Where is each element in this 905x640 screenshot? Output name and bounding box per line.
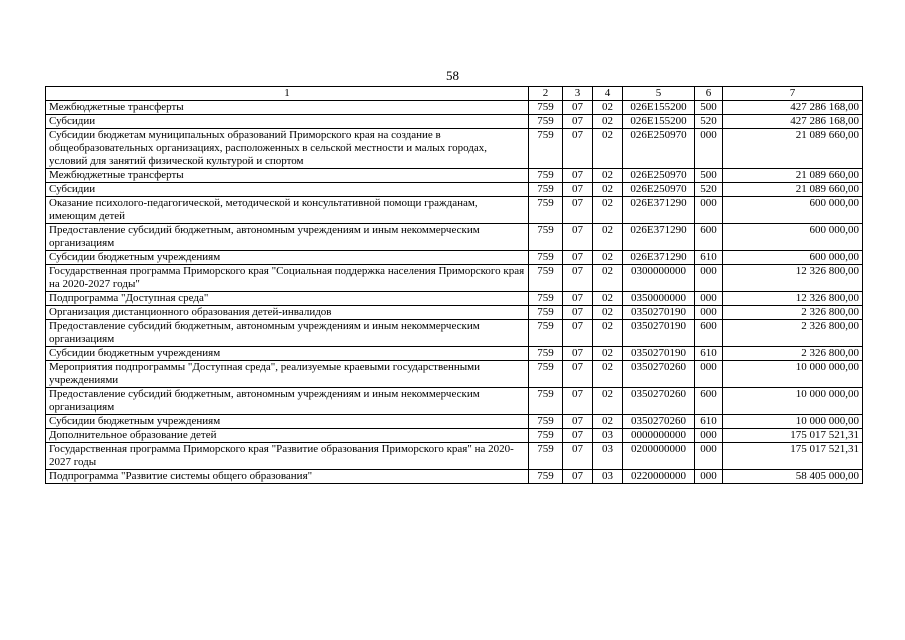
row-amount-cell: 175 017 521,31	[723, 429, 863, 443]
column-header: 4	[593, 87, 623, 101]
row-csr-cell: 0300000000	[623, 265, 695, 292]
column-header: 5	[623, 87, 695, 101]
row-pr-cell: 03	[593, 470, 623, 484]
table-row	[46, 347, 863, 361]
row-csr-cell: 026E250970	[623, 129, 695, 169]
row-csr-cell: 026E155200	[623, 115, 695, 129]
row-vr-cell: 000	[695, 443, 723, 470]
row-vr-cell: 520	[695, 183, 723, 197]
row-pr-cell: 02	[593, 415, 623, 429]
row-rz-cell: 07	[563, 320, 593, 347]
row-rz-cell: 07	[563, 292, 593, 306]
row-gr-cell: 759	[529, 224, 563, 251]
row-gr-cell: 759	[529, 115, 563, 129]
row-name-cell: Субсидии	[46, 183, 529, 197]
row-gr-cell: 759	[529, 470, 563, 484]
row-csr-cell: 0350270190	[623, 320, 695, 347]
row-amount-cell: 21 089 660,00	[723, 129, 863, 169]
row-vr-cell: 600	[695, 224, 723, 251]
row-rz-cell: 07	[563, 251, 593, 265]
table-row	[46, 183, 863, 197]
table-row	[46, 197, 863, 224]
row-name-cell: Мероприятия подпрограммы "Доступная среда", реализуемые краевыми государственными учреждениями	[46, 361, 529, 388]
row-amount-cell: 2 326 800,00	[723, 320, 863, 347]
row-csr-cell: 0220000000	[623, 470, 695, 484]
table-row	[46, 361, 863, 388]
budget-table	[45, 86, 863, 484]
row-rz-cell: 07	[563, 115, 593, 129]
row-rz-cell: 07	[563, 197, 593, 224]
row-pr-cell: 02	[593, 292, 623, 306]
row-pr-cell: 02	[593, 320, 623, 347]
row-amount-cell: 600 000,00	[723, 197, 863, 224]
row-pr-cell: 03	[593, 443, 623, 470]
row-rz-cell: 07	[563, 388, 593, 415]
row-amount-cell: 10 000 000,00	[723, 361, 863, 388]
row-gr-cell: 759	[529, 429, 563, 443]
row-vr-cell: 000	[695, 306, 723, 320]
row-gr-cell: 759	[529, 306, 563, 320]
row-rz-cell: 07	[563, 265, 593, 292]
row-pr-cell: 02	[593, 265, 623, 292]
table-row	[46, 129, 863, 169]
column-header: 6	[695, 87, 723, 101]
row-gr-cell: 759	[529, 197, 563, 224]
row-rz-cell: 07	[563, 306, 593, 320]
table-row	[46, 470, 863, 484]
row-pr-cell: 02	[593, 183, 623, 197]
page-number: 58	[446, 68, 459, 83]
row-vr-cell: 500	[695, 169, 723, 183]
row-csr-cell: 0350000000	[623, 292, 695, 306]
row-name-cell: Государственная программа Приморского края "Развитие образования Приморского края" на 2020-2027 годы	[46, 443, 529, 470]
table-row	[46, 429, 863, 443]
row-gr-cell: 759	[529, 388, 563, 415]
row-rz-cell: 07	[563, 415, 593, 429]
row-amount-cell: 427 286 168,00	[723, 115, 863, 129]
row-gr-cell: 759	[529, 443, 563, 470]
row-name-cell: Дополнительное образование детей	[46, 429, 529, 443]
row-rz-cell: 07	[563, 101, 593, 115]
row-amount-cell: 2 326 800,00	[723, 306, 863, 320]
row-csr-cell: 0350270190	[623, 306, 695, 320]
row-rz-cell: 07	[563, 361, 593, 388]
table-row	[46, 415, 863, 429]
row-amount-cell: 12 326 800,00	[723, 292, 863, 306]
row-vr-cell: 000	[695, 265, 723, 292]
row-vr-cell: 610	[695, 415, 723, 429]
row-name-cell: Предоставление субсидий бюджетным, автономным учреждениям и иным некоммерческим организациям	[46, 320, 529, 347]
row-amount-cell: 58 405 000,00	[723, 470, 863, 484]
column-header: 3	[563, 87, 593, 101]
column-header: 1	[46, 87, 529, 101]
row-csr-cell: 026E155200	[623, 101, 695, 115]
row-gr-cell: 759	[529, 320, 563, 347]
row-vr-cell: 000	[695, 361, 723, 388]
row-pr-cell: 02	[593, 101, 623, 115]
row-gr-cell: 759	[529, 169, 563, 183]
row-csr-cell: 026E250970	[623, 169, 695, 183]
row-name-cell: Подпрограмма "Развитие системы общего образования"	[46, 470, 529, 484]
row-amount-cell: 427 286 168,00	[723, 101, 863, 115]
row-name-cell: Подпрограмма "Доступная среда"	[46, 292, 529, 306]
row-gr-cell: 759	[529, 292, 563, 306]
row-csr-cell: 0350270260	[623, 415, 695, 429]
row-amount-cell: 600 000,00	[723, 251, 863, 265]
table-row	[46, 306, 863, 320]
table-row	[46, 101, 863, 115]
row-csr-cell: 026E250970	[623, 183, 695, 197]
row-csr-cell: 026E371290	[623, 224, 695, 251]
row-rz-cell: 07	[563, 470, 593, 484]
row-csr-cell: 026E371290	[623, 251, 695, 265]
row-rz-cell: 07	[563, 443, 593, 470]
row-amount-cell: 10 000 000,00	[723, 388, 863, 415]
row-rz-cell: 07	[563, 183, 593, 197]
row-name-cell: Субсидии	[46, 115, 529, 129]
row-amount-cell: 21 089 660,00	[723, 169, 863, 183]
row-name-cell: Субсидии бюджетным учреждениям	[46, 251, 529, 265]
row-pr-cell: 02	[593, 251, 623, 265]
column-header: 7	[723, 87, 863, 101]
table-row	[46, 169, 863, 183]
row-name-cell: Субсидии бюджетам муниципальных образований Приморского края на создание в общеобразовательных организациях, расположенных в сельской местности и малых городах, условий для занятий физической культурой и спортом	[46, 129, 529, 169]
row-gr-cell: 759	[529, 347, 563, 361]
row-vr-cell: 600	[695, 388, 723, 415]
column-header: 2	[529, 87, 563, 101]
row-pr-cell: 03	[593, 429, 623, 443]
row-name-cell: Субсидии бюджетным учреждениям	[46, 347, 529, 361]
table-row	[46, 115, 863, 129]
row-amount-cell: 175 017 521,31	[723, 443, 863, 470]
row-gr-cell: 759	[529, 183, 563, 197]
row-pr-cell: 02	[593, 388, 623, 415]
row-amount-cell: 2 326 800,00	[723, 347, 863, 361]
table-row	[46, 388, 863, 415]
row-csr-cell: 026E371290	[623, 197, 695, 224]
row-pr-cell: 02	[593, 224, 623, 251]
table-row	[46, 265, 863, 292]
row-rz-cell: 07	[563, 129, 593, 169]
row-csr-cell: 0000000000	[623, 429, 695, 443]
row-csr-cell: 0350270190	[623, 347, 695, 361]
row-vr-cell: 500	[695, 101, 723, 115]
row-gr-cell: 759	[529, 101, 563, 115]
row-csr-cell: 0350270260	[623, 388, 695, 415]
row-pr-cell: 02	[593, 361, 623, 388]
row-pr-cell: 02	[593, 197, 623, 224]
row-vr-cell: 610	[695, 251, 723, 265]
row-vr-cell: 520	[695, 115, 723, 129]
row-name-cell: Государственная программа Приморского края "Социальная поддержка населения Приморского края на 2020-2027 годы"	[46, 265, 529, 292]
header-row	[46, 87, 863, 101]
row-vr-cell: 600	[695, 320, 723, 347]
row-name-cell: Организация дистанционного образования детей-инвалидов	[46, 306, 529, 320]
row-csr-cell: 0350270260	[623, 361, 695, 388]
row-amount-cell: 12 326 800,00	[723, 265, 863, 292]
row-vr-cell: 000	[695, 197, 723, 224]
row-vr-cell: 000	[695, 429, 723, 443]
row-name-cell: Межбюджетные трансферты	[46, 101, 529, 115]
row-gr-cell: 759	[529, 361, 563, 388]
row-name-cell: Предоставление субсидий бюджетным, автономным учреждениям и иным некоммерческим организациям	[46, 388, 529, 415]
row-name-cell: Субсидии бюджетным учреждениям	[46, 415, 529, 429]
row-pr-cell: 02	[593, 306, 623, 320]
row-rz-cell: 07	[563, 429, 593, 443]
row-pr-cell: 02	[593, 115, 623, 129]
table-row	[46, 251, 863, 265]
table-row	[46, 443, 863, 470]
row-amount-cell: 600 000,00	[723, 224, 863, 251]
table-row	[46, 224, 863, 251]
table-row	[46, 320, 863, 347]
row-csr-cell: 0200000000	[623, 443, 695, 470]
row-pr-cell: 02	[593, 129, 623, 169]
row-vr-cell: 000	[695, 129, 723, 169]
row-amount-cell: 10 000 000,00	[723, 415, 863, 429]
row-rz-cell: 07	[563, 347, 593, 361]
row-name-cell: Предоставление субсидий бюджетным, автономным учреждениям и иным некоммерческим организациям	[46, 224, 529, 251]
row-pr-cell: 02	[593, 347, 623, 361]
row-name-cell: Межбюджетные трансферты	[46, 169, 529, 183]
row-rz-cell: 07	[563, 224, 593, 251]
row-pr-cell: 02	[593, 169, 623, 183]
row-gr-cell: 759	[529, 251, 563, 265]
table-body	[46, 101, 863, 484]
row-gr-cell: 759	[529, 415, 563, 429]
row-gr-cell: 759	[529, 129, 563, 169]
row-vr-cell: 610	[695, 347, 723, 361]
row-gr-cell: 759	[529, 265, 563, 292]
row-rz-cell: 07	[563, 169, 593, 183]
row-vr-cell: 000	[695, 470, 723, 484]
table-row	[46, 292, 863, 306]
row-vr-cell: 000	[695, 292, 723, 306]
row-name-cell: Оказание психолого-педагогической, методической и консультативной помощи гражданам, имеющим детей	[46, 197, 529, 224]
row-amount-cell: 21 089 660,00	[723, 183, 863, 197]
